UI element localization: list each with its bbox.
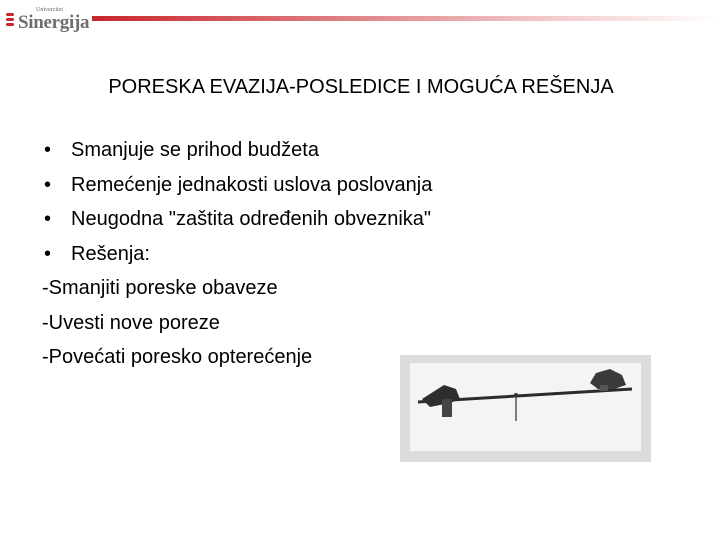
bullet-text: Rešenja: xyxy=(71,242,150,265)
slide-content xyxy=(44,133,432,375)
solution-item: -Smanjiti poreske obaveze xyxy=(42,277,278,299)
seesaw-image xyxy=(400,355,651,462)
university-logo xyxy=(6,4,89,34)
logo-big-text: Sinergija xyxy=(18,11,90,33)
bullet-item xyxy=(44,202,432,237)
fulcrum-pivot xyxy=(514,393,518,397)
bullet-icon: • xyxy=(44,173,52,196)
bullet-icon: • xyxy=(44,139,52,161)
header-bar xyxy=(92,16,720,21)
bullet-icon: • xyxy=(44,208,52,230)
bullet-icon: • xyxy=(44,242,52,265)
right-load-weight xyxy=(600,385,608,391)
logo-mark-icon xyxy=(6,9,16,29)
slide-title: PORESKA EVAZIJA-POSLEDICE I MOGUĆA REŠENJA xyxy=(108,76,614,98)
logo-small-text: Univerzitet xyxy=(36,6,63,13)
left-load-shape xyxy=(422,385,460,407)
logo-text xyxy=(18,7,89,32)
bullet-text: Neugodna "zaštita određenih obveznika" xyxy=(71,208,431,230)
bullet-text: Remećenje jednakosti uslova poslovanja xyxy=(71,173,433,196)
bullet-item xyxy=(44,237,432,272)
bullet-text: Smanjuje se prihod budžeta xyxy=(71,139,319,161)
bullet-item xyxy=(44,168,432,203)
bullet-item xyxy=(44,133,432,168)
left-load-weight xyxy=(442,399,452,417)
seesaw-drawing xyxy=(400,355,651,462)
solution-item: -Uvesti nove poreze xyxy=(42,311,220,334)
solution-item: -Povećati poresko opterećenje xyxy=(42,346,313,368)
